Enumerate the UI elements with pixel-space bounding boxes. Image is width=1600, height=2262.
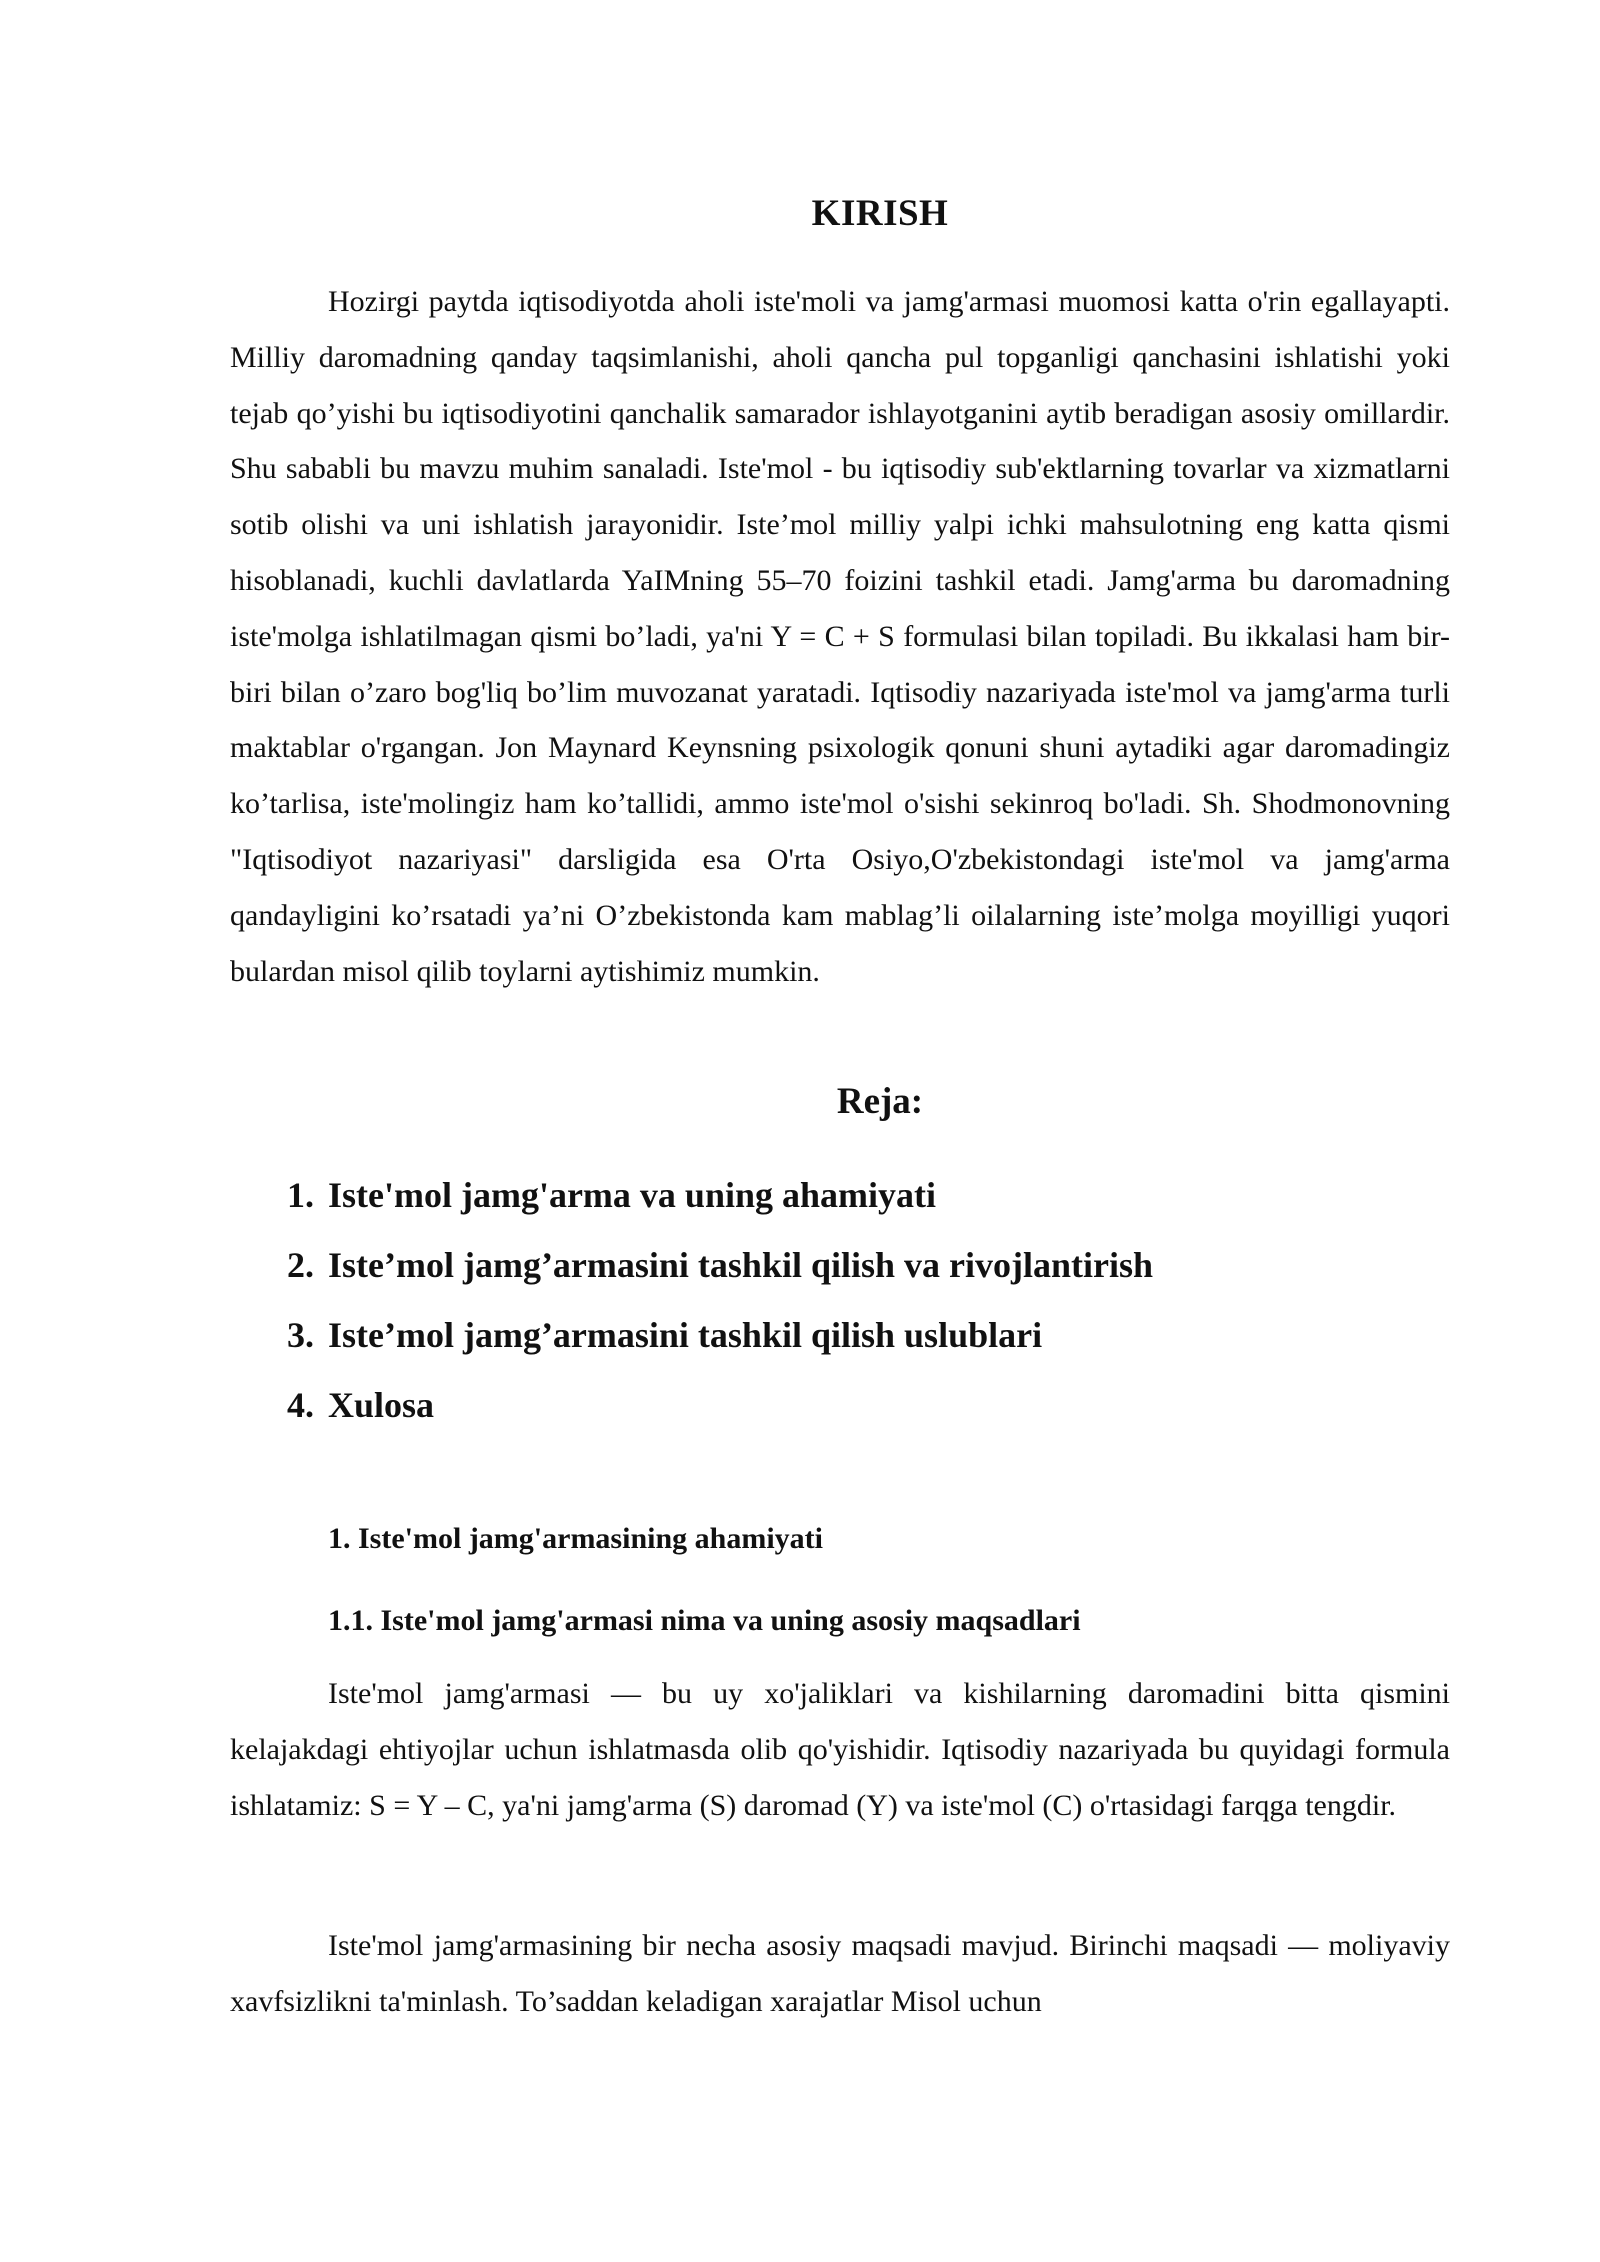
plan-item (230, 1230, 1153, 1300)
plan-title: Reja: (836, 1081, 924, 1122)
plan-item-number: 4. (287, 1385, 314, 1425)
plan-item-number: 2. (287, 1245, 314, 1285)
plan-item-text: Iste’mol jamg’armasini tashkil qilish va rivojlantirish (328, 1245, 1154, 1285)
body-paragraph: Iste'mol jamg'armasining bir necha asosiy maqsadi mavjud. Birinchi maqsadi — moliyaviy xavfsizlikni ta'minlash. To’saddan keladigan xarajatlar Misol uchun (230, 1929, 1450, 2018)
body-paragraph: Iste'mol jamg'armasi — bu uy xo'jaliklari va kishilarning daromadini bitta qismini kelajakdagi ehtiyojlar uchun ishlatmasda olib qo'yishidir. Iqtisodiy nazariyada bu quyidagi formula ishlatamiz: S = Y – C, ya'ni jamg'arma (S) daromad (Y) va iste'mol (C) o'rtasidagi farqga tengdir. (230, 1677, 1450, 1822)
plan-item (230, 1370, 1153, 1440)
plan-item-number: 3. (287, 1315, 314, 1355)
plan-list (230, 1160, 1153, 1440)
subsection-heading: 1.1. Iste'mol jamg'armasi nima va uning asosiy maqsadlari (328, 1604, 1081, 1637)
plan-item-text: Iste’mol jamg’armasini tashkil qilish uslublari (328, 1315, 1043, 1355)
plan-item-text: Iste'mol jamg'arma va uning ahamiyati (328, 1175, 936, 1215)
plan-item-number: 1. (287, 1175, 314, 1215)
plan-item-text: Xulosa (328, 1385, 435, 1425)
plan-item (230, 1300, 1153, 1370)
section-heading: 1. Iste'mol jamg'armasining ahamiyati (328, 1522, 823, 1555)
intro-paragraph: Hozirgi paytda iqtisodiyotda aholi iste'moli va jamg'armasi muomosi katta o'rin egallayapti. Milliy daromadning qanday taqsimlanishi, aholi qancha pul topganligi qanchasini ishlatishi yoki tejab qo’yishi bu iqtisodiyotini qanchalik samarador ishlayotganini aytib beradigan asosiy omillardir. Shu sababli bu mavzu muhim sanaladi. Iste'mol - bu iqtisodiy sub'ektlarning tovarlar va xizmatlarni sotib olishi va uni ishlatish jarayonidir. Iste’mol milliy yalpi ichki mahsulotning eng katta qismi hisoblanadi, kuchli davlatlarda YaIMning 55–70 foizini tashkil etadi. Jamg'arma bu daromadning iste'molga ishlatilmagan qismi bo’ladi, ya'ni Y = C + S formulasi bilan topiladi. Bu ikkalasi ham bir-biri bilan o’zaro bog'liq bo’lim muvozanat yaratadi. Iqtisodiy nazariyada iste'mol va jamg'arma turli maktablar o'rgangan. Jon Maynard Keynsning psixologik qonuni shuni aytadiki agar daromadingiz ko’tarlisa, iste'molingiz ham ko’tallidi, ammo iste'mol o'sishi sekinroq bo'ladi. Sh. Shodmonovning "Iqtisodiyot nazariyasi" darsligida esa O'rta Osiyo,O'zbekistondagi iste'mol va jamg'arma qandayligini ko’rsatadi ya’ni O’zbekistonda kam mablag’li oilalarning iste’molga moyilligi yuqori bulardan misol qilib toylarni aytishimiz mumkin. (230, 285, 1450, 988)
document-title: KIRISH (811, 193, 949, 234)
plan-item (230, 1160, 1153, 1230)
